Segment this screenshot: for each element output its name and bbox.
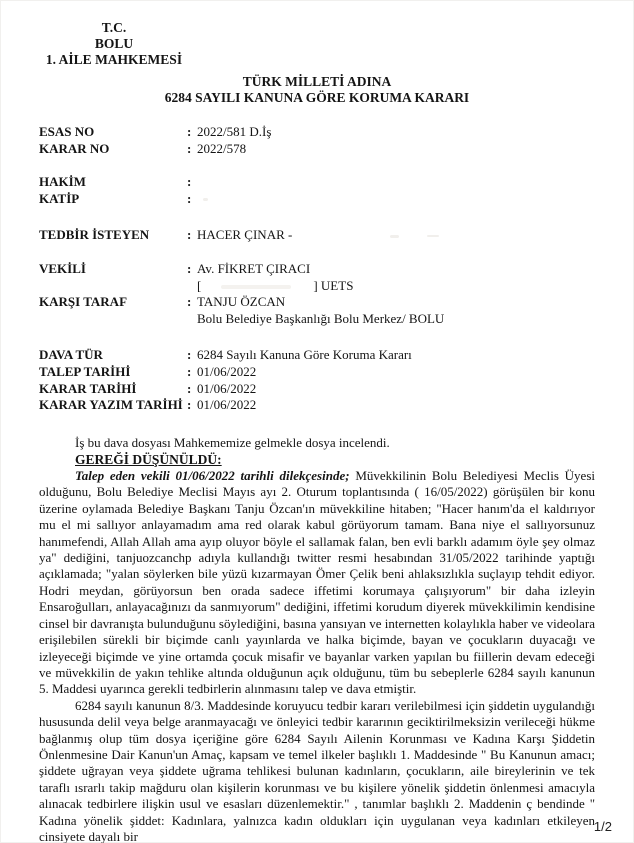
republic-abbrev: T.C. bbox=[101, 20, 127, 35]
respondent-name: TANJU ÖZCAN bbox=[197, 294, 286, 310]
field-value: 2022/578 bbox=[197, 140, 247, 156]
field-colon: : bbox=[187, 294, 192, 310]
page-number: 1/2 bbox=[593, 819, 612, 834]
field-colon: : bbox=[187, 347, 192, 363]
respondent-address: Bolu Belediye Başkanlığı Bolu Merkez/ BOLU bbox=[197, 310, 445, 326]
field-vekili bbox=[39, 261, 595, 278]
paragraph-petition bbox=[39, 468, 595, 698]
heading-text: GEREĞİ DÜŞÜNÜLDÜ: bbox=[75, 451, 222, 467]
field-label: TALEP TARİHİ bbox=[39, 363, 131, 379]
title-in-the-name-of-nation: TÜRK MİLLETİ ADINA bbox=[242, 74, 392, 89]
field-label: DAVA TÜR bbox=[39, 347, 103, 363]
field-karsi-taraf bbox=[39, 294, 595, 311]
redaction-artifact bbox=[390, 235, 399, 238]
field-colon: : bbox=[187, 363, 192, 379]
field-colon: : bbox=[187, 380, 192, 396]
spacer bbox=[39, 327, 595, 347]
field-label: KARAR YAZIM TARİHİ bbox=[39, 397, 183, 413]
court-header bbox=[39, 20, 189, 68]
field-value: 6284 Sayılı Kanuna Göre Koruma Kararı bbox=[197, 347, 412, 363]
field-esas-no bbox=[39, 124, 595, 141]
field-colon: : bbox=[187, 124, 192, 139]
court-name: 1. AİLE MAHKEMESİ bbox=[45, 52, 183, 67]
redaction-artifact bbox=[221, 285, 291, 289]
field-talep-tarihi bbox=[39, 364, 595, 381]
protected-person-name: HACER ÇINAR - bbox=[197, 227, 293, 243]
petition-lead: Talep eden vekili 01/06/2022 tarihli dilekçesinde; bbox=[75, 468, 350, 484]
decision-body bbox=[39, 435, 595, 843]
field-value-redacted bbox=[197, 191, 208, 208]
spacer bbox=[39, 244, 595, 261]
paragraph-legal-basis: 6284 sayılı kanunun 8/3. Maddesinde koruyucu tedbir kararı verilebilmesi için şiddetin uygulandığı hususunda delil veya belge aranmayacağı ve önleyici tedbir kararının geciktirilmeksizin verileceği hükme bağlanmış olup tüm dosya içeriğine göre 6284 Sayılı Ailenin Korunması ve Kadına Karşı Şiddetin Önlenmesine Dair Kanun'un Amaç, kapsam ve temel ilkeler başlıklı 1. Maddesinde " Bu Kanunun amacı; şiddete uğrayan veya şiddete uğrama tehlikesi bulunan kadınların, çocukların, aile bireylerinin ve tek taraflı ısrarlı takip mağduru olan kişilerin korunması ve bu kişilere yönelik şiddetin önlenmesi amacıyla alınacak tedbirlere ilişkin usul ve esasları düzenlemektir." , tanımlar başlıklı 2. Maddenin ç bendinde " Kadına yönelik şiddet: Kadınlara, yalnızca kadın oldukları için uygulanan veya kadınları etkileyen cinsiyete dayalı bir bbox=[39, 697, 595, 843]
field-karar-no bbox=[39, 141, 595, 158]
field-colon: : bbox=[187, 227, 192, 243]
field-colon: : bbox=[187, 397, 192, 413]
field-colon: : bbox=[187, 190, 192, 206]
field-value bbox=[197, 227, 439, 244]
title-protection-order: 6284 SAYILI KANUNA GÖRE KORUMA KARARI bbox=[164, 90, 470, 105]
field-label: KARŞI TARAF bbox=[39, 294, 128, 310]
spacer bbox=[39, 157, 595, 174]
field-tedbir-isteyen bbox=[39, 227, 595, 244]
field-value: 2022/581 D.İş bbox=[197, 124, 272, 139]
field-karar-yazim-tarihi bbox=[39, 397, 595, 414]
petition-text: Müvekkilinin Bolu Belediyesi Meclis Üyesi olduğunu, Bolu Belediye Meclisi Mayıs ayı 2. Oturum toplantısında ( 16/05/2022) görüşülen bir konu üzerine oylamada Belediye Başkanı Tanju Özcan'ın müvekkiline hitaben; "Hacer hanım'da el kaldırıyor mu el mi sallıyor anlayamadım ama red olarak kabul görüyorum tamam. Bana niye el sallıyorsunuz hanımefendi, Allah Allah ama ayıp oluyor böyle el sallamak falan, ben evli barklı adamım öyle şey olmaz ya" dediğini, tanjuozcanchp adıyla kullandığı twitter resmi hesabından 31/05/2022 tarihinde yaptığı açıklamada; "yalan söylerken bile yüzü kızarmayan Ömer Çelik beni ahlaksızlıkla suçlayıp tehdit ediyor. Hodri meydan, görüyorsun ben orada sadece iffetimi korumaya çalışıyorum" bir daha izleyin Ensaroğulları, anlayacağınızı da sanmıyorum" dediğini, iffetimi korudum diyerek müvekkilimin kendisine cinsel bir davranışta bulunduğunu söylediğini, basına yansıyan ve internetten kolaylıkla haber ve videolara erişilebilen sürekli bir biçimde canlı yayınlarda ve halka biçimde, bayan ve çocukların duyacağı ve izleyeceği biçimde ve yine ortamda çocuk misafir ve bayanlar varken yapılan bu fiillerin devam edeceği ve müvekkilin de yakın tehlike altında olduğunun açık olduğunu, tüm bu sebeplerle 6284 sayılı kanunun 5. Maddesi uyarınca gerekli tedbirlerin alınmasını talep ve dava etmiştir. bbox=[39, 468, 595, 697]
attorney-name: Av. FİKRET ÇIRACI bbox=[197, 260, 311, 276]
field-label: HAKİM bbox=[39, 174, 86, 190]
field-value: 01/06/2022 bbox=[197, 380, 257, 396]
field-label: VEKİLİ bbox=[39, 260, 86, 276]
uets-line bbox=[39, 278, 595, 295]
field-label: KATİP bbox=[39, 190, 80, 206]
redaction-artifact bbox=[203, 198, 208, 201]
field-label: TEDBİR İSTEYEN bbox=[39, 227, 150, 243]
bracket-open: [ bbox=[197, 277, 202, 293]
field-dava-tur bbox=[39, 347, 595, 364]
document-title bbox=[39, 74, 595, 106]
intro-sentence: İş bu dava dosyası Mahkememize gelmekle dosya incelendi. bbox=[75, 434, 390, 450]
field-colon: : bbox=[187, 260, 192, 276]
field-colon: : bbox=[187, 174, 192, 190]
field-katip bbox=[39, 191, 595, 208]
field-karar-tarihi bbox=[39, 381, 595, 398]
bracket-close-uets: ] UETS bbox=[313, 277, 354, 293]
geregi-dusunuldu-heading bbox=[39, 452, 595, 468]
field-label: KARAR TARİHİ bbox=[39, 380, 137, 396]
redaction-artifact bbox=[427, 235, 439, 237]
court-city: BOLU bbox=[94, 36, 134, 51]
field-label: KARAR NO bbox=[39, 140, 110, 156]
field-colon: : bbox=[187, 140, 192, 156]
spacer bbox=[39, 207, 595, 227]
field-label: ESAS NO bbox=[39, 124, 95, 139]
field-value: 01/06/2022 bbox=[197, 397, 257, 413]
field-hakim bbox=[39, 174, 595, 191]
field-value: 01/06/2022 bbox=[197, 363, 257, 379]
case-fields bbox=[39, 124, 595, 414]
